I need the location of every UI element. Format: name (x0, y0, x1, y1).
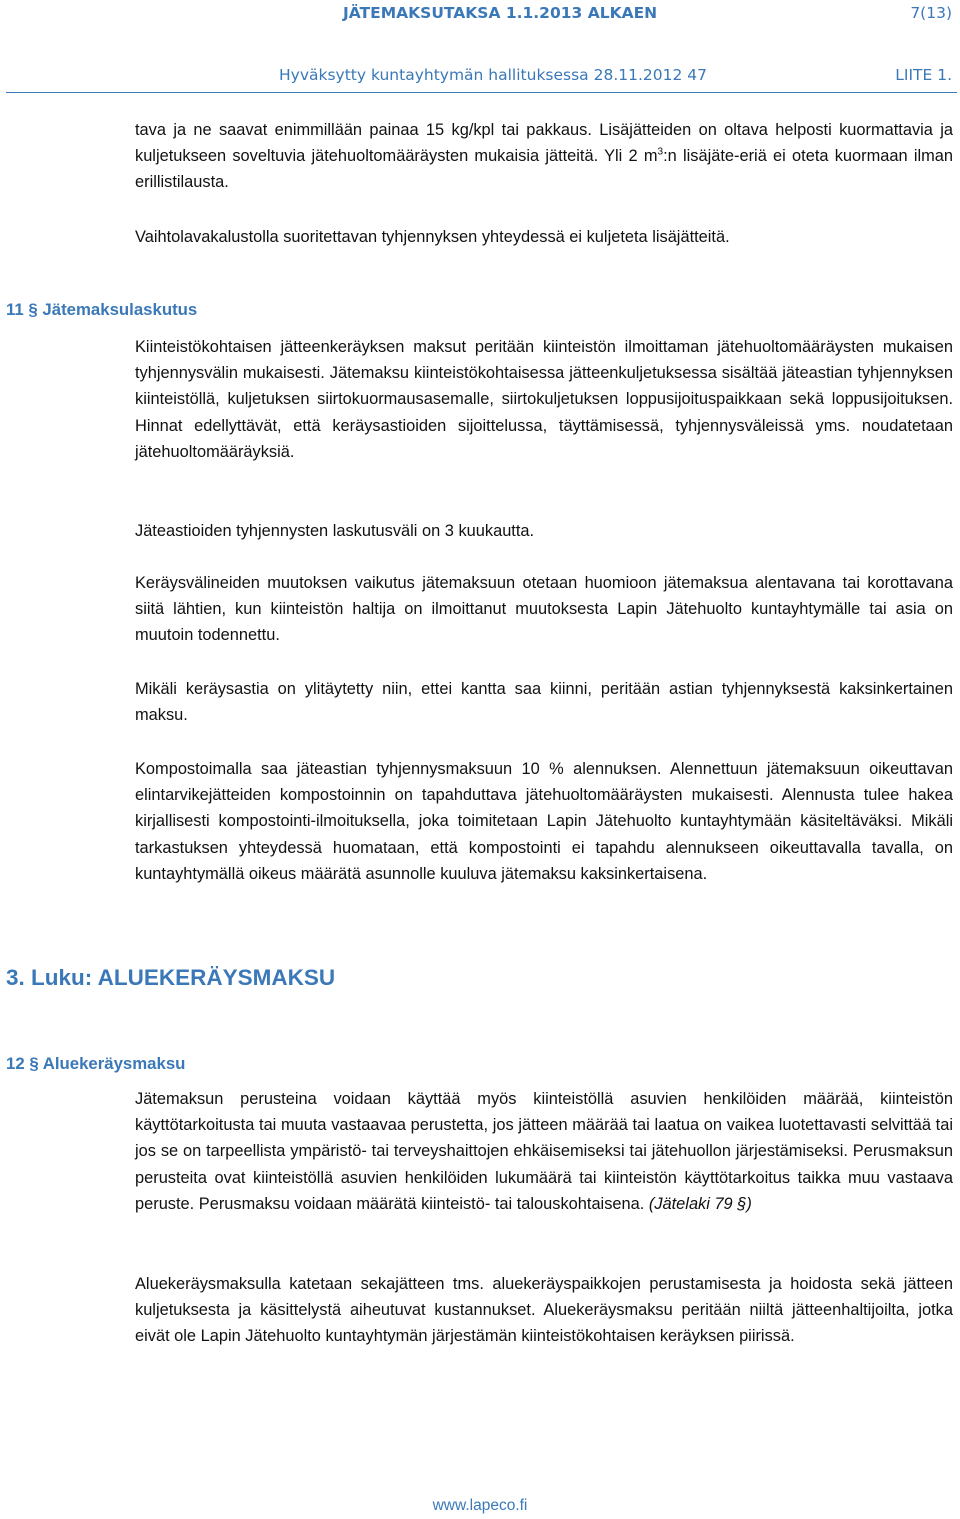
intro-paragraph-2: Vaihtolavakalustolla suoritettavan tyhjennyksen yhteydessä ei kuljeteta lisäjätteitä. (135, 228, 730, 246)
superscript-3: 3 (657, 146, 664, 158)
section-11-paragraph-1: Kiinteistökohtaisen jätteenkeräyksen maksut peritään kiinteistön ilmoittaman jätehuoltomääräysten mukaisen tyhjennysvälin mukaisesti. Jätemaksu kiinteistökohtaisessa jätteenkuljetuksessa sisältää jäteastian tyhjennyksen kiinteistöllä, kuljetuksen siirtokuormausasemalle, siirtokuljetuksen loppusijoituspaikkaan sekä loppusijoituksen. Hinnat edellyttävät, että keräysastioiden sijoittelussa, täyttämisessä, tyhjennysväleissä yms. noudatetaan jätehuoltomääräyksiä. (135, 338, 953, 461)
page-header (0, 4, 952, 26)
attachment-label: LIITE 1. (895, 66, 952, 84)
section-11-heading: 11 § Jätemaksulaskutus (6, 300, 198, 319)
intro-paragraph-1: tava ja ne saavat enimmillään painaa 15 kg/kpl tai pakkaus. Lisäjätteiden on oltava helposti kuormattavia ja kuljetukseen soveltuvia jätehuoltomääräysten mukaisia jätteitä. Yli 2 $m^3:n$ lisäjäte-eriä ei oteta kuormaan ilman erillistilausta. (135, 121, 954, 191)
section-12-paragraph-1: Jätemaksun perusteina voidaan käyttää myös kiinteistöllä asuvien henkilöiden määrää, kiinteistön käyttötarkoitusta tai muuta vastaavaa perustetta, jos jätteen määrää tai laatua on vaikea luotettavasti selvittää tai jos se on tarpeellista ympäristö- tai terveyshaittojen ehkäisemiseksi tai jätehuollon järjestämiseksi. Perusmaksun perusteita ovat kiinteistöllä asuvien henkilöiden lukumäärä tai kiinteistön käyttötarkoitus taikka muu vastaava peruste. Perusmaksu voidaan määrätä kiinteistö- tai talouskohtaisena. (Jätelaki 79 §) (135, 1090, 953, 1213)
section-12-paragraph-2: Aluekeräysmaksulla katetaan sekajätteen tms. aluekeräyspaikkojen perustamisesta ja hoidosta sekä jätteen kuljetuksesta ja käsittelystä aiheutuvat kustannukset. Aluekeräysmaksu peritään niiltä jätteenhaltijoilta, jotka eivät ole Lapin Jätehuolto kuntayhtymän järjestämän kiinteistökohtaisen keräyksen piirissä. (135, 1275, 953, 1346)
footer-url: www.lapeco.fi (432, 1497, 528, 1514)
section-12-heading: 12 § Aluekeräysmaksu (6, 1054, 186, 1073)
page-subheader (0, 66, 952, 88)
document-title: JÄTEMAKSUTAKSA 1.1.2013 ALKAEN (343, 4, 658, 22)
section-11-paragraph-4: Mikäli keräysastia on ylitäytetty niin, ettei kantta saa kiinni, peritään astian tyhjennyksestä kaksinkertainen maksu. (135, 680, 953, 725)
section-11-paragraph-2: Jäteastioiden tyhjennysten laskutusväli on 3 kuukautta. (135, 522, 535, 540)
approval-note: Hyväksytty kuntayhtymän hallituksessa 28.11.2012 47 (279, 66, 707, 84)
section-11-paragraph-5: Kompostoimalla saa jäteastian tyhjennysmaksuun 10 % alennuksen. Alennettuun jätemaksuun oikeuttavan elintarvikejätteiden kompostoinnin on tapahduttava jätehuoltomääräysten mukaisesti. Alennusta tulee hakea kirjallisesti kompostointi-ilmoituksella, joka toimitetaan Lapin Jätehuolto kuntayhtymään käsiteltäväksi. Mikäli tarkastuksen yhteydessä huomataan, että kompostointi ei tapahdu alennukseen oikeuttavalla tavalla, on kuntayhtymällä oikeus määrätä asunnolle kuuluva jätemaksu kaksinkertaisena. (135, 760, 953, 883)
law-reference: (Jätelaki 79 §) (648, 1194, 752, 1213)
page-number: 7(13) (910, 4, 952, 22)
chapter-3-heading: 3. Luku: ALUEKERÄYSMAKSU (6, 965, 336, 990)
section-11-paragraph-3: Keräysvälineiden muutoksen vaikutus jätemaksuun otetaan huomioon jätemaksua alentavana tai korottavana siitä lähtien, kun kiinteistön haltija on ilmoittanut muutoksesta Lapin Jätehuolto kuntayhtymälle tai asia on muutoin todennettu. (135, 574, 953, 645)
header-divider (6, 92, 957, 93)
